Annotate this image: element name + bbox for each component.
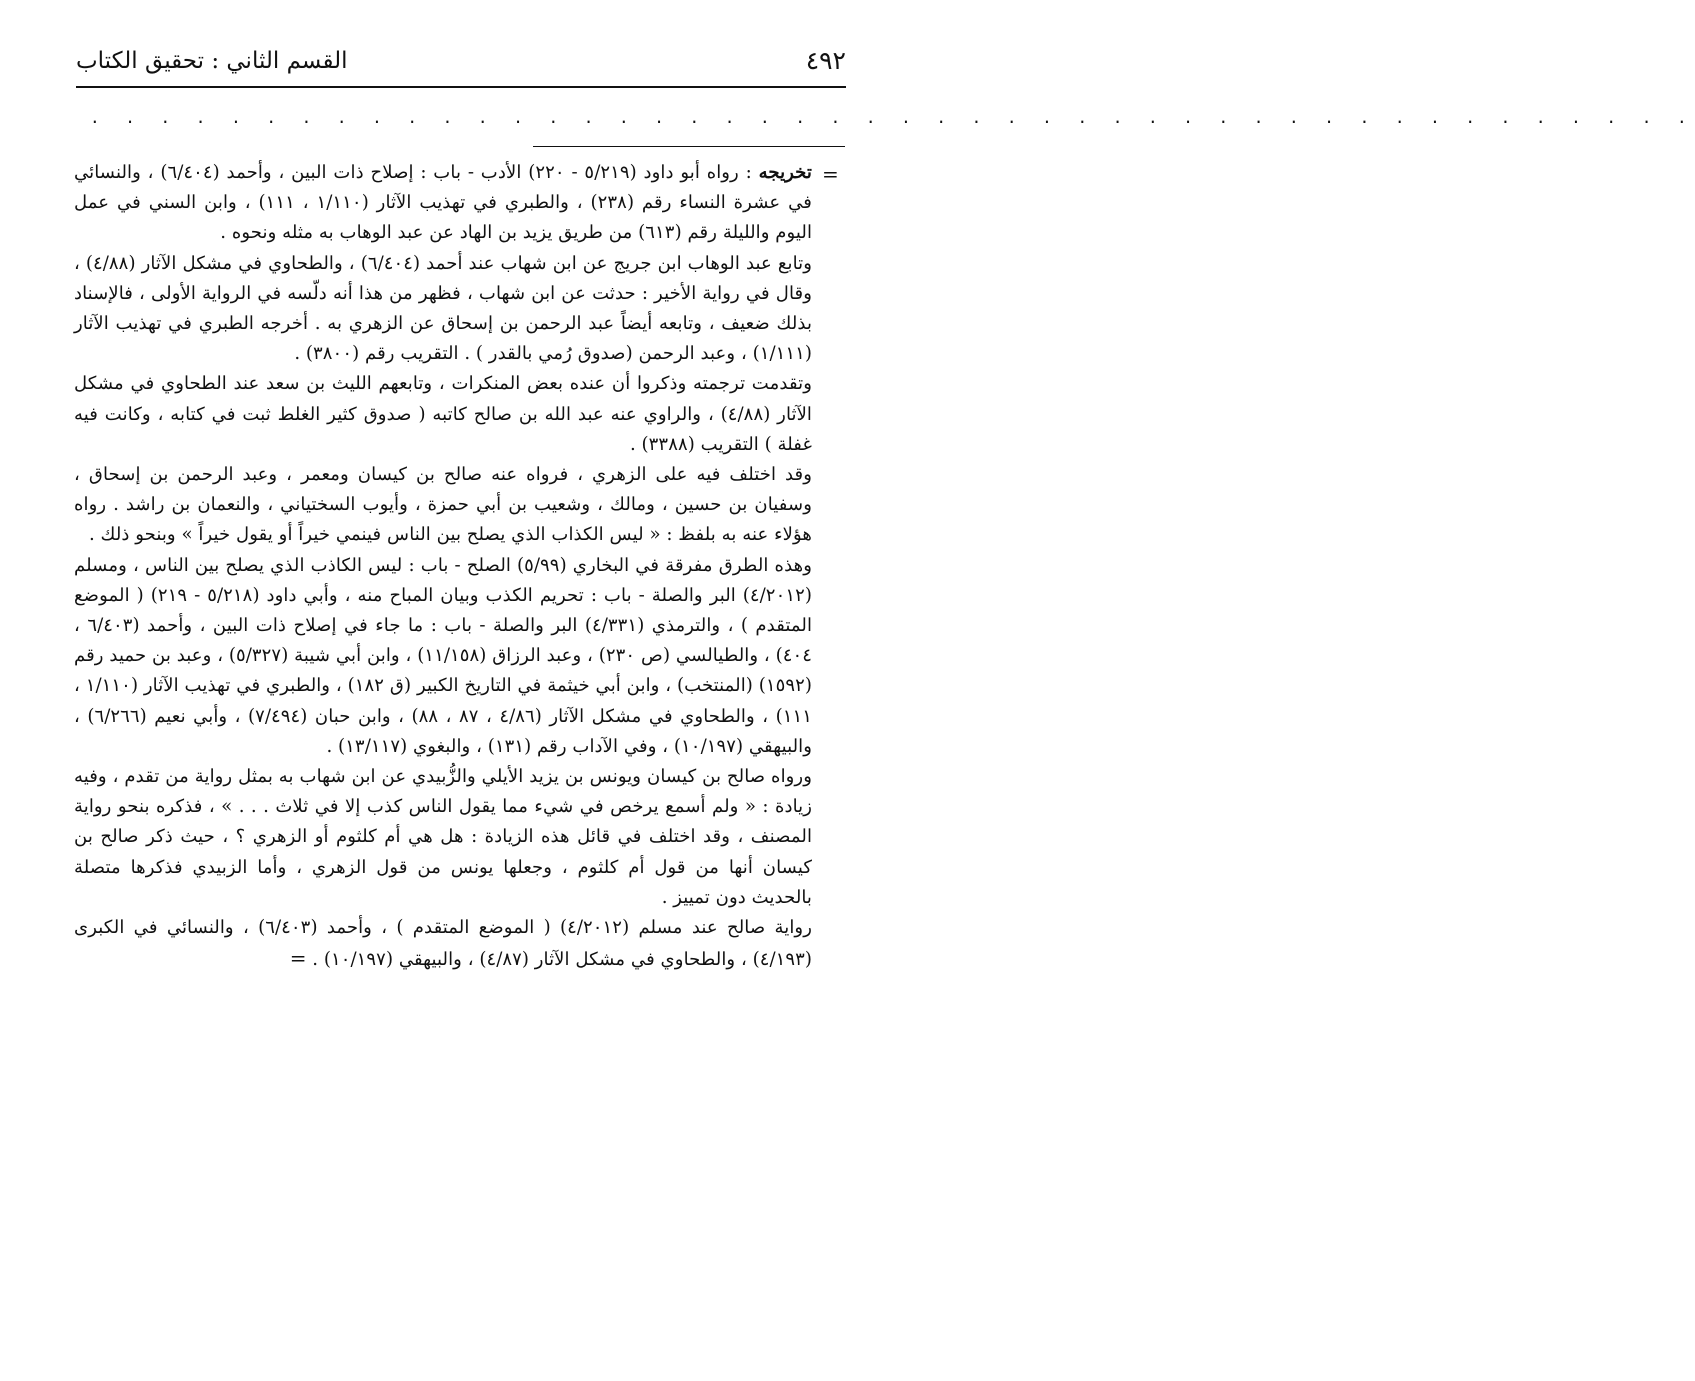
dotted-separator: . . . . . . . . . . . . . . . . . . . . . . . . . . . . . . . . . . . . . . . . . . . . . . [90,108,1695,127]
footnote-paragraph-5: وهذه الطرق مفرقة في البخاري (٥/٩٩) الصلح - باب : ليس الكاذب الذي يصلح بين الناس ، ومسلم (٤/٢٠١٢) البر والصلة - باب : تحريم الكذب وبيان المباح منه ، وأبي داود (٥/٢١٨ - ٢١٩) ( الموضع المتقدم ) ، والترمذي (٤/٣٣١) البر والصلة - باب : ما جاء في إصلاح ذات البين ، وأحمد (٦/٤٠٣ ، ٤٠٤) ، والطيالسي (ص ٢٣٠) ، وعبد الرزاق (١١/١٥٨) ، وابن أبي شيبة (٥/٣٢٧) ، وعبد بن حميد رقم (١٥٩٢) (المنتخب) ، وابن أبي خيثمة في التاريخ الكبير (ق ١٨٢) ، والطبري في تهذيب الآثار (١/١١٠ ، ١١١) ، والطحاوي في مشكل الآثار (٤/٨٦ ، ٨٧ ، ٨٨) ، وابن حبان (٧/٤٩٤) ، وأبي نعيم (٦/٢٦٦) ، والبيهقي (١٠/١٩٧) ، وفي الآداب رقم (١٣١) ، والبغوي (١٣/١١٧) . [74,554,813,757]
footnote-paragraph-7 [74,913,812,975]
footnote-paragraph-2: وتابع عبد الوهاب ابن جريج عن ابن شهاب عند أحمد (٦/٤٠٤) ، والطحاوي في مشكل الآثار (٤/٨٨) ، وقال في رواية الأخير : حدثت عن ابن شهاب ، فظهر من هذا أنه دلّسه في الرواية الأولى ، فالإسناد بذلك ضعيف ، وتابعه أيضاً عبد الرحمن بن إسحاق عن الزهري به . أخرجه الطبري في تهذيب الآثار (١/١١١) ، وعبد الرحمن (صدوق رُمي بالقدر ) . التقريب رقم (٣٨٠٠) . [74,252,813,365]
footnote-paragraph-4: وقد اختلف فيه على الزهري ، فرواه عنه صالح بن كيسان ومعمر ، وعبد الرحمن بن إسحاق ، وسفيان بن حسين ، ومالك ، وشعيب بن أبي حمزة ، وأيوب السختياني ، والنعمان بن راشد . رواه هؤلاء عنه به بلفظ : « ليس الكذاب الذي يصلح بين الناس فينمي خيراً أو يقول خيراً » وبنحو ذلك . [74,464,812,546]
page-header [76,44,846,84]
footnote-paragraph-6: ورواه صالح بن كيسان ويونس بن يزيد الأيلي والزُّبيدي عن ابن شهاب به بمثل رواية من تقدم ، وفيه زيادة : « ولم أسمع يرخص في شيء مما يقول الناس كذب إلا في ثلاث . . . » ، فذكره بنحو رواية المصنف ، وقد اختلف في قائل هذه الزيادة : هل هي أم كلثوم أو الزهري ؟ ، حيث ذكر صالح بن كيسان أنها من قول أم كلثوم ، وجعلها يونس من قول الزهري ، وأما الزبيدي فذكرها متصلة بالحديث دون تمييز . [74,766,812,908]
takhrij-label: تخريجه [758,162,812,183]
page-number: ٤٩٢ [805,46,846,75]
continuation-mark: = [822,162,839,186]
running-title: القسم الثاني : تحقيق الكتاب [76,48,348,74]
footnote-paragraph-1 [74,158,812,249]
header-rule [76,86,846,88]
last-paragraph-text: رواية صالح عند مسلم (٤/٢٠١٢) ( الموضع المتقدم ) ، وأحمد (٦/٤٠٣) ، والنسائي في الكبرى (٤/١٩٣) ، والطحاوي في مشكل الآثار (٤/٨٧) ، والبيهقي (١٠/١٩٧) . [74,917,812,971]
footnote-body [74,158,812,975]
footnote-paragraph-3: وتقدمت ترجمته وذكروا أن عنده بعض المنكرات ، وتابعهم الليث بن سعد عند الطحاوي في مشكل الآثار (٤/٨٨) ، والراوي عنه عبد الله بن صالح كاتبه ( صدوق كثير الغلط ثبت في كتابه ، وكانت فيه غفلة ) التقريب (٣٣٨٨) . [74,373,812,455]
footnote-rule [533,146,845,147]
end-continuation-mark: = [289,946,307,971]
takhrij-text: : رواه أبو داود (٥/٢١٩ - ٢٢٠) الأدب - باب : إصلاح ذات البين ، وأحمد (٦/٤٠٤) ، والنسائي في عشرة النساء رقم (٢٣٨) ، والطبري في تهذيب الآثار (١/١١٠ ، ١١١) ، وابن السني في عمل اليوم والليلة رقم (٦١٣) من طريق يزيد بن الهاد عن عبد الوهاب به مثله ونحوه . [74,162,813,244]
